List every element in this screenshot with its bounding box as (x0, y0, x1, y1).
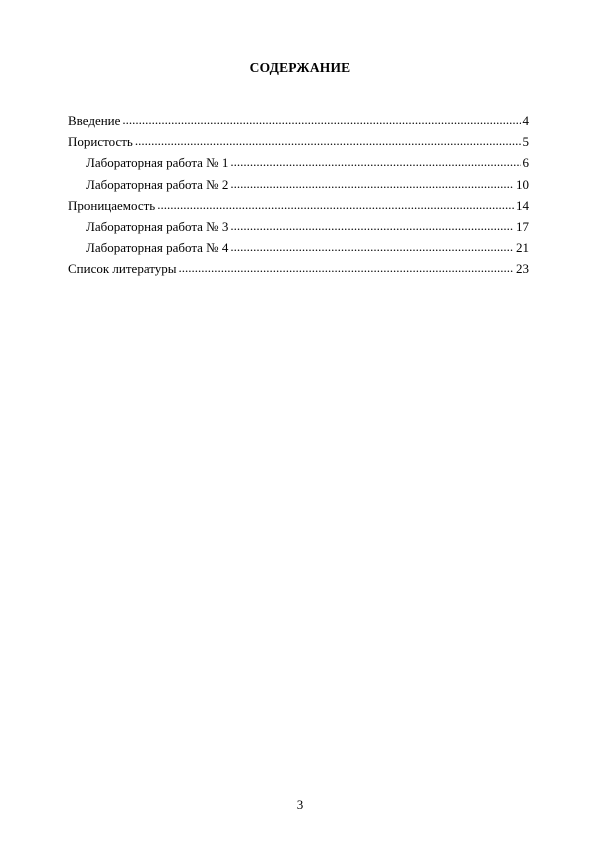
toc-entry-page: 10 (516, 176, 529, 192)
toc-leader-dots (157, 194, 514, 215)
toc-entry-label: Проницаемость (68, 197, 156, 213)
toc-entry-label: Лабораторная работа № 2 (86, 176, 229, 192)
toc-title: СОДЕРЖАНИЕ (249, 60, 351, 75)
table-of-contents (68, 110, 529, 280)
toc-entry-label: Лабораторная работа № 4 (86, 240, 229, 256)
toc-entry-label: Введение (68, 113, 121, 128)
toc-entry-lab-1[interactable] (68, 152, 529, 173)
toc-leader-dots (135, 130, 521, 151)
toc-entry-page: 21 (516, 240, 529, 256)
toc-leader-dots (179, 257, 515, 278)
toc-entry-page: 14 (516, 197, 529, 213)
toc-entry-lab-3[interactable] (68, 216, 529, 237)
toc-entry-page: 4 (522, 113, 529, 128)
toc-entry-label: Список литературы (68, 261, 177, 277)
toc-entry-lab-2[interactable] (68, 174, 529, 195)
toc-leader-dots (230, 173, 514, 194)
toc-leader-dots (230, 236, 514, 257)
toc-entry-page: 5 (522, 134, 529, 150)
page-number: 3 (296, 797, 304, 812)
toc-entry-label: Лабораторная работа № 3 (86, 218, 229, 234)
toc-entry-label: Пористость (68, 134, 133, 150)
toc-leader-dots (230, 151, 520, 172)
toc-entry-introduction[interactable] (68, 110, 529, 131)
toc-entry-permeability[interactable] (68, 195, 529, 216)
toc-entry-page: 6 (522, 155, 529, 171)
toc-leader-dots (230, 215, 514, 236)
toc-entry-page: 23 (516, 261, 529, 277)
toc-entry-references[interactable] (68, 258, 529, 279)
toc-entry-page: 17 (516, 218, 529, 234)
toc-leader-dots (122, 109, 520, 130)
toc-entry-label: Лабораторная работа № 1 (86, 155, 229, 171)
toc-entry-porosity[interactable] (68, 131, 529, 152)
toc-entry-lab-4[interactable] (68, 237, 529, 258)
